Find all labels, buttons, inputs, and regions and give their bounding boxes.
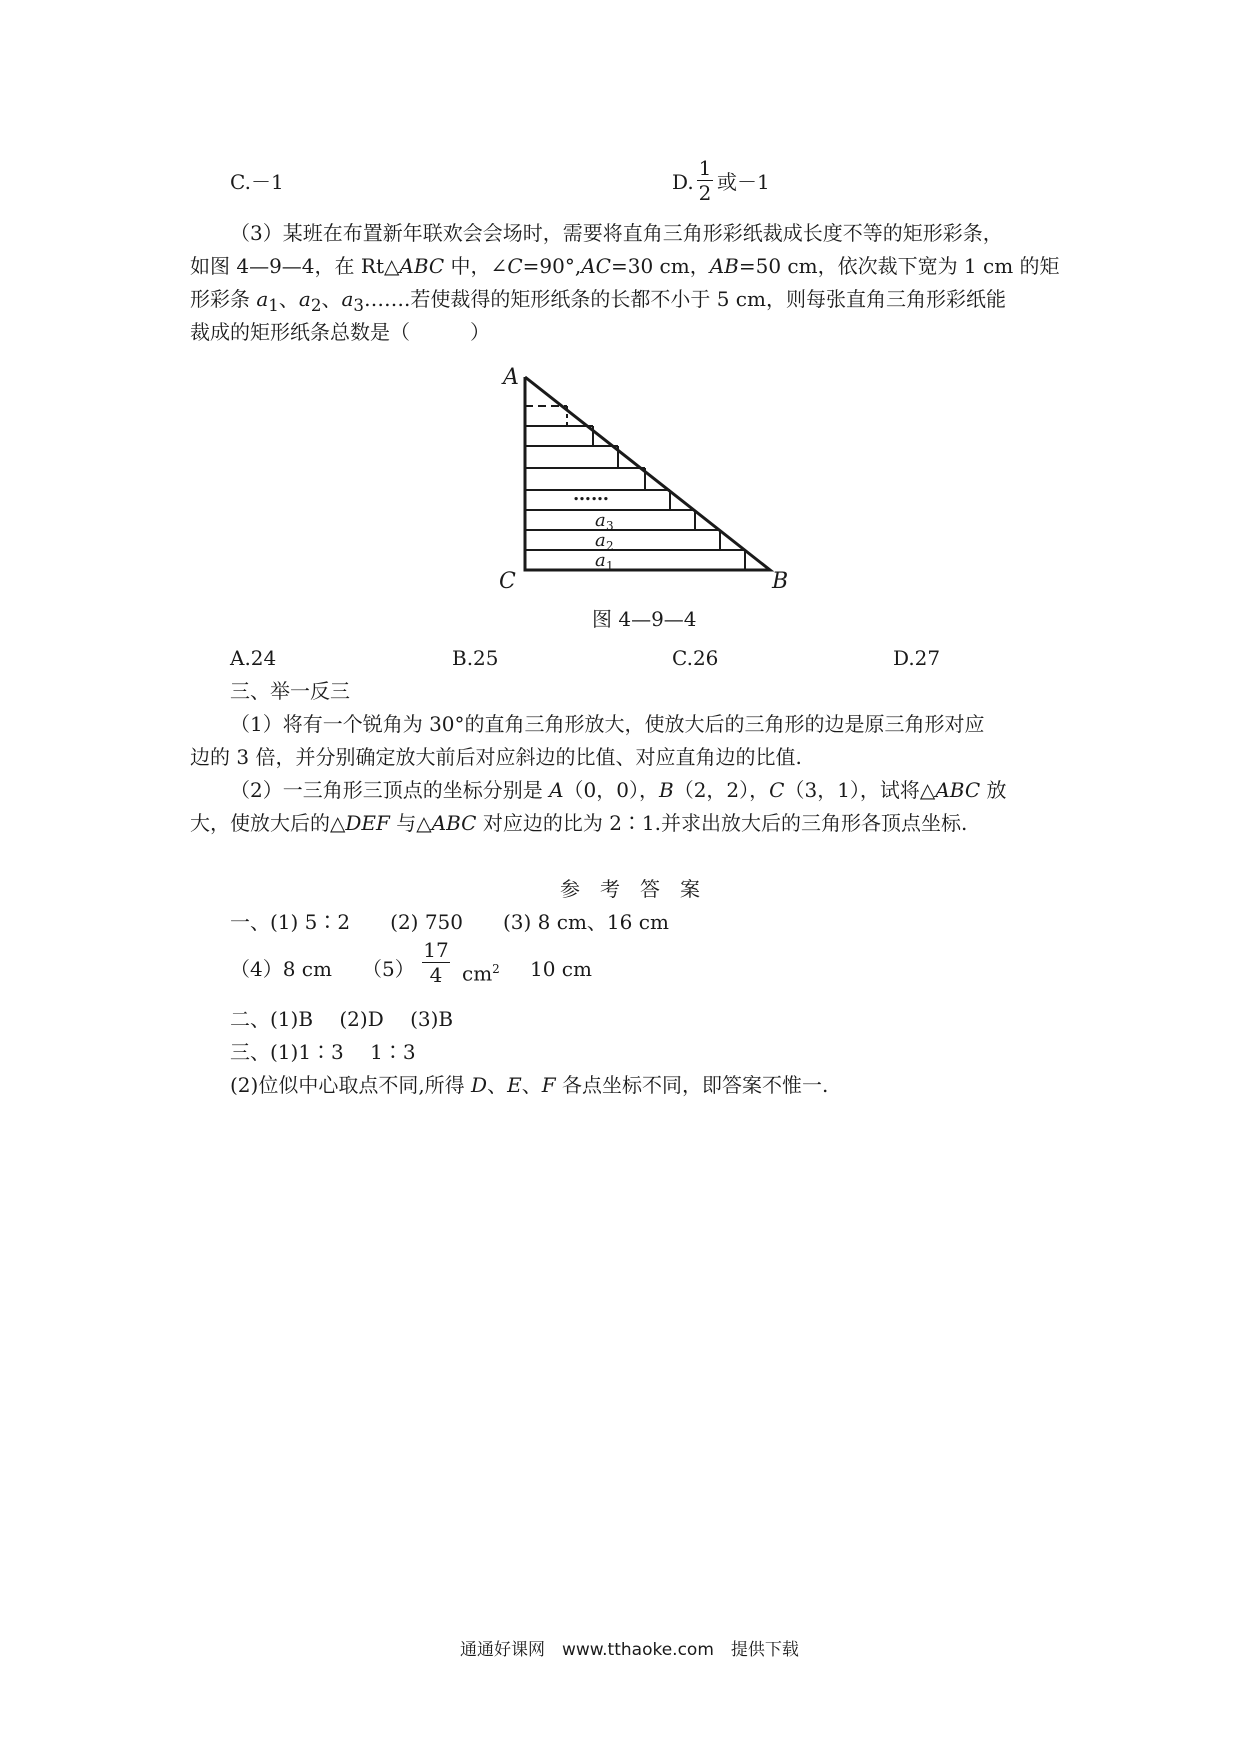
question-3-line-1: （3）某班在布置新年联欢会会场时，需要将直角三角形彩纸裁成长度不等的矩形彩条， [230,221,1003,245]
answers-line-2-prefix: （4）8 cm （5） [230,957,415,981]
strip-a1-subscript: 1 [606,559,614,573]
answers-line-2-value: 10 cm [530,957,592,981]
question-3-line-4: 裁成的矩形纸条总数是（ ） [190,320,490,344]
answers-line-2-unit: $cm^2$ [462,961,500,986]
fraction-numerator: 17 [423,938,449,962]
answers-title: 参 考 答 案 [560,877,700,901]
section-3-heading: 三、举一反三 [230,679,350,703]
strip-a3-label: a [595,510,606,531]
triangle-strips-figure [495,362,815,592]
section-3-p1-line-2: 边的 3 倍，并分别确定放大前后对应斜边的比值、对应直角边的比值. [190,745,802,769]
strip-lines [525,406,745,570]
section-3-p2-line-2: 大，使放大后的△DEF 与△ABC 对应边的比为 2∶1.并求出放大后的三角形各顶点坐标. [190,811,968,835]
section-3-p1-line-1: （1）将有一个锐角为 30°的直角三角形放大，使放大后的三角形的边是原三角形对应 [230,712,985,736]
answers-line-3: 二、(1)B (2)D (3)B [230,1007,454,1031]
question-3-line-3: 形彩条 $a_1$、$a_2$、$a_3\dots\dots$.若使裁得的矩形纸条的长都不小于 5 cm，则每张直角三角形彩纸能 [190,287,1006,315]
strip-a3-subscript: 3 [606,519,614,533]
answers-fraction [422,938,450,987]
answers-line-5: (2)位似中心取点不同,所得 D、E、F 各点坐标不同，即答案不惟一. [230,1073,829,1097]
option-d: D.27 [893,646,941,670]
option-d-fraction [697,156,713,205]
option-c-text: C.－1 [230,170,284,194]
question-3-line-2: 如图 4—9—4，在 Rt△ABC 中，∠C=90°,AC=30 cm，AB=50 cm，依次裁下宽为 1 cm 的矩 [190,254,1060,278]
triangle-outline [525,377,770,570]
fraction-denominator: 4 [429,963,443,987]
fraction-numerator: 1 [698,156,712,180]
strip-a2-subscript: 2 [606,539,614,553]
vertex-a-label: A [503,365,519,390]
option-b: B.25 [452,646,499,670]
footer-link-text[interactable]: 通通好课网 www.tthaoke.com 提供下载 [460,1640,799,1660]
strip-ellipsis: …… [573,484,609,505]
strip-a2-label: a [595,530,606,551]
vertex-c-label: C [499,569,516,592]
answers-line-1: 一、(1) 5∶2 (2) 750 (3) 8 cm、16 cm [230,910,669,934]
option-a: A.24 [230,646,277,670]
option-d-suffix: 或－1 [717,170,770,194]
section-3-p2-line-1: （2）一三角形三顶点的坐标分别是 A（0，0），B（2，2），C（3，1），试将△ABC 放 [230,778,1007,802]
strip-a1-label: a [595,550,606,571]
option-c: C.26 [672,646,719,670]
option-d-prefix: D. [672,170,694,194]
answers-line-4: 三、(1)1∶3 1∶3 [230,1040,416,1064]
fraction-denominator: 2 [698,181,712,205]
vertex-b-label: B [772,569,789,592]
figure-caption: 图 4—9—4 [592,607,697,631]
